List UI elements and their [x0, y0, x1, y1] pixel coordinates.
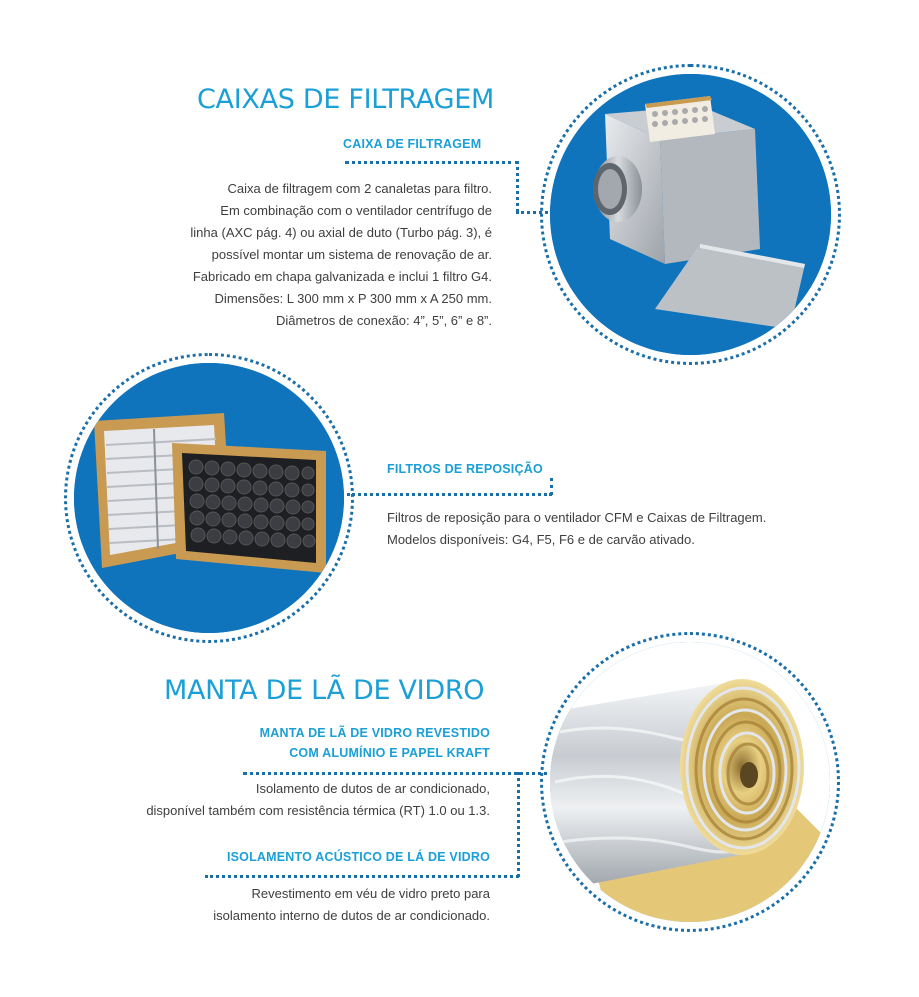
product-description-isolamento-acustico — [213, 883, 490, 927]
connector-dots — [347, 493, 552, 496]
description-line: possível montar um sistema de renovação de ar. — [211, 247, 492, 262]
description-line: Modelos disponíveis: G4, F5, F6 e de carvão ativado. — [387, 532, 695, 547]
description-line: Diâmetros de conexão: 4”, 5”, 6” e 8”. — [275, 313, 492, 328]
description-line: linha (AXC pág. 4) ou axial de duto (Turbo pág. 3), é — [190, 225, 492, 240]
product-subtitle-isolamento-acustico: ISOLAMENTO ACÚSTICO DE LÁ DE VIDRO — [226, 850, 490, 864]
description-line: Em combinação com o ventilador centrífugo de — [220, 203, 492, 218]
section-title-manta-de-la-de-vidro: MANTA DE LÃ DE VIDRO — [164, 675, 485, 706]
product-description-manta-revestida — [146, 778, 490, 822]
replacement-filters-image — [74, 363, 344, 633]
description-line: disponível também com resistência térmica (RT) 1.0 ou 1.3. — [146, 803, 490, 818]
description-line: isolamento interno de dutos de ar condicionado. — [213, 908, 490, 923]
description-line: Isolamento de dutos de ar condicionado, — [255, 781, 490, 796]
product-subtitle-manta-revestida — [260, 723, 490, 763]
connector-dots — [550, 478, 553, 495]
description-line: Caixa de filtragem com 2 canaletas para filtro. — [227, 181, 492, 196]
product-subtitle-filtros-de-reposicao: FILTROS DE REPOSIÇÃO — [387, 462, 543, 476]
description-line: Filtros de reposição para o ventilador CFM e Caixas de Filtragem. — [387, 510, 767, 525]
product-subtitle-caixa-de-filtragem: CAIXA DE FILTRAGEM — [343, 137, 482, 151]
subtitle-line: MANTA DE LÃ DE VIDRO REVESTIDO — [259, 726, 490, 740]
subtitle-line: COM ALUMÍNIO E PAPEL KRAFT — [289, 746, 490, 760]
description-line: Fabricado em chapa galvanizada e inclui 1 filtro G4. — [192, 269, 492, 284]
connector-dots — [517, 772, 520, 877]
connector-dots — [205, 875, 519, 878]
connector-dots — [516, 161, 519, 212]
filter-box-image — [550, 74, 831, 355]
connector-dots — [243, 772, 555, 775]
section-title-caixas-de-filtragem: CAIXAS DE FILTRAGEM — [197, 84, 494, 115]
product-description-caixa-de-filtragem — [190, 178, 492, 332]
connector-dots — [345, 161, 519, 164]
glass-wool-roll-image — [550, 642, 830, 922]
description-line: Revestimento em véu de vidro preto para — [251, 886, 490, 901]
product-description-filtros-de-reposicao — [387, 507, 766, 551]
description-line: Dimensões: L 300 mm x P 300 mm x A 250 mm. — [214, 291, 492, 306]
